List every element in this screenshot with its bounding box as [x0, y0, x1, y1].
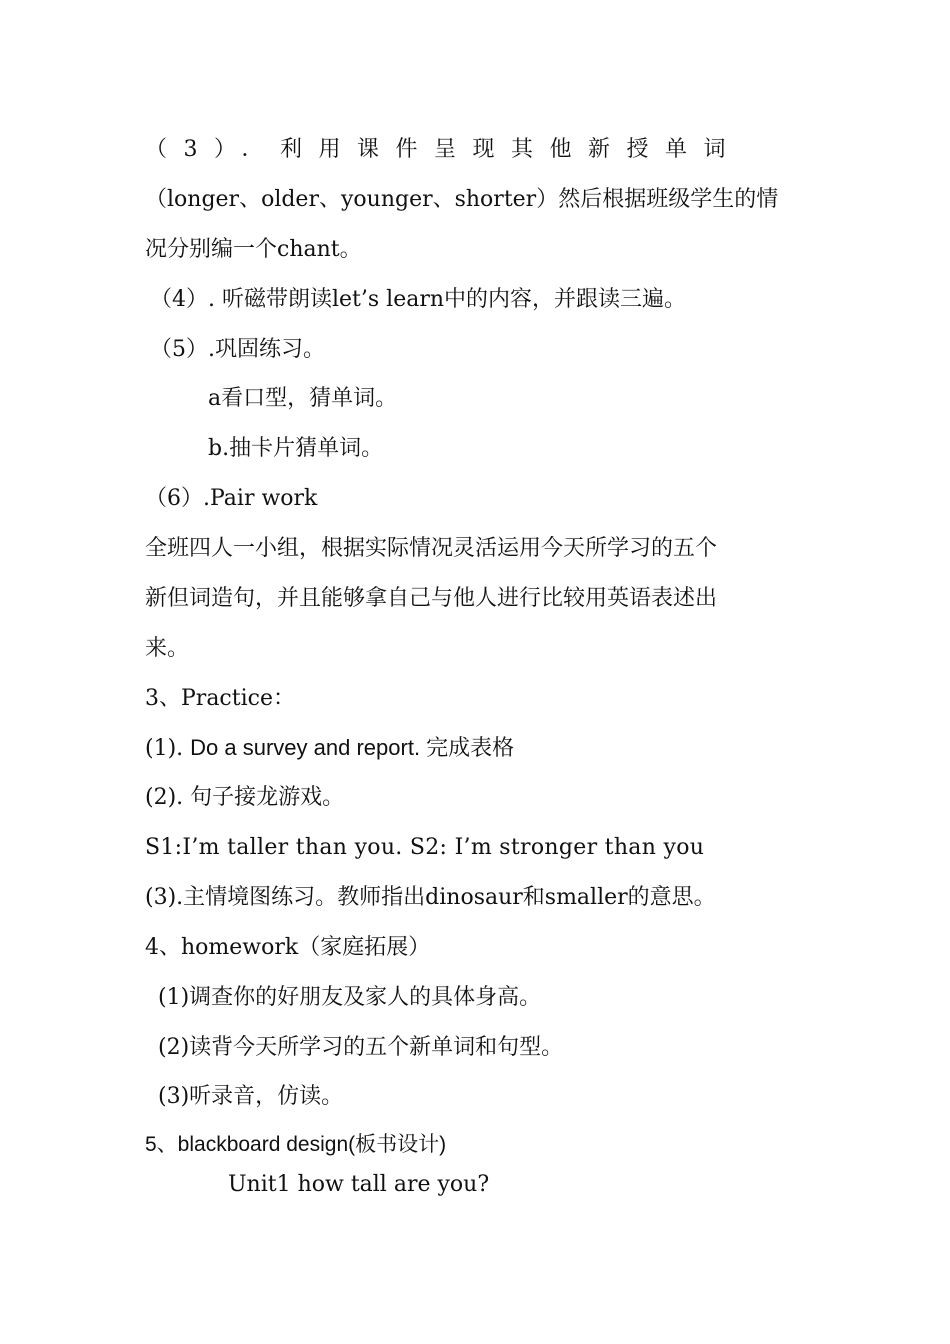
text-line-pair-work: （6）.Pair work — [145, 486, 318, 511]
text-line-example-sentences: S1:I’m taller than you. S2: I’m stronger than you — [145, 835, 705, 860]
text-line-chant: 况分别编一个chant。 — [145, 237, 362, 262]
text-line-group-work-3: 来。 — [145, 636, 190, 661]
section-heading-homework: 4、homework（家庭拓展） — [145, 935, 431, 960]
text-line-step-4: （4）. 听磁带朗读let’s learn中的内容，并跟读三遍。 — [150, 287, 687, 312]
text-line-sentence-game: (2). 句子接龙游戏。 — [145, 785, 345, 810]
survey-english: Do a survey and report. — [190, 735, 427, 760]
text-line-card-guess: b.抽卡片猜单词。 — [208, 436, 384, 461]
text-line-homework-3: (3)听录音，仿读。 — [158, 1084, 344, 1109]
section-heading-blackboard-design: 5、blackboard design(板书设计) — [145, 1133, 447, 1156]
text-line-homework-1: (1)调查你的好朋友及家人的具体身高。 — [158, 985, 542, 1010]
text-line-group-work-1: 全班四人一小组，根据实际情况灵活运用今天所学习的五个 — [145, 536, 718, 561]
text-line-new-words: （longer、older、younger、shorter）然后根据班级学生的情 — [145, 187, 779, 212]
section-heading-practice: 3、Practice： — [145, 686, 295, 711]
text-line-group-work-2: 新但词造句，并且能够拿自己与他人进行比较用英语表述出 — [145, 586, 718, 611]
text-line-step-5: （5）.巩固练习。 — [150, 337, 325, 362]
text-line-step-3: （3）．利用课件呈现其他新授单词 — [145, 137, 742, 162]
text-line-unit-title: Unit1 how tall are you? — [228, 1172, 490, 1197]
survey-number: (1). — [145, 736, 191, 761]
text-line-survey — [145, 733, 810, 764]
text-line-situation-practice: (3).主情境图练习。教师指出dinosaur和smaller的意思。 — [145, 885, 716, 910]
survey-chinese: 完成表格 — [426, 736, 515, 761]
text-line-lip-reading: a看口型，猜单词。 — [208, 386, 398, 411]
text-line-homework-2: (2)读背今天所学习的五个新单词和句型。 — [158, 1035, 564, 1060]
